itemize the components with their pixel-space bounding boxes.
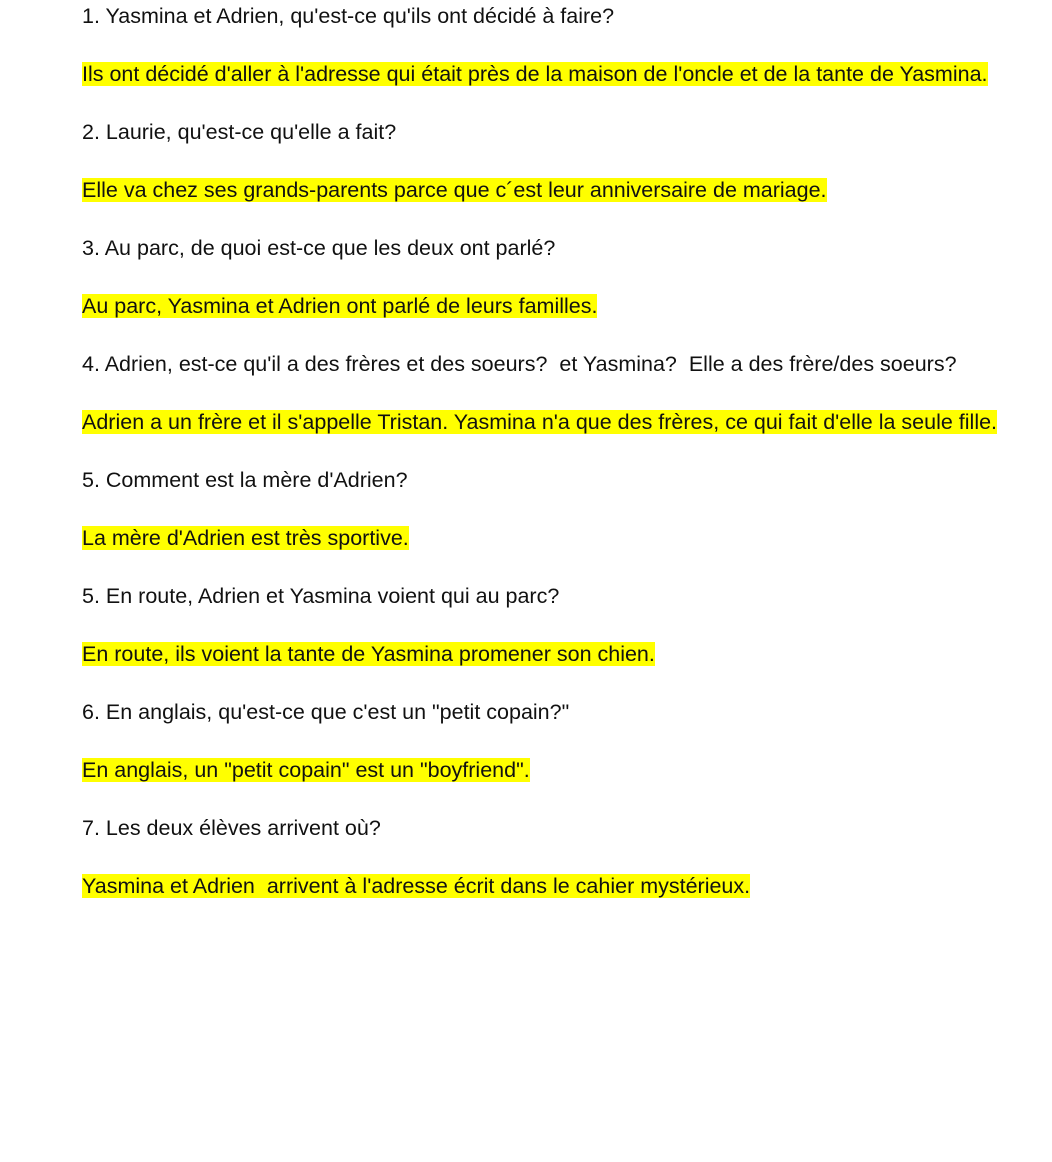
question-5: 5. Comment est la mère d'Adrien? [82,468,408,492]
answer-3 [82,290,1032,323]
answer-3-text: Au parc, Yasmina et Adrien ont parlé de leurs familles. [82,294,598,318]
answer-6 [82,638,1032,671]
answer-8 [82,870,1032,903]
answer-7-text: En anglais, un "petit copain" est un "boyfriend". [82,758,530,782]
answer-5 [82,522,1032,555]
answer-5-text: La mère d'Adrien est très sportive. [82,526,409,550]
answer-1 [82,58,1032,91]
answer-4 [82,406,1032,439]
answer-7 [82,754,1032,787]
document-page [82,0,1032,903]
answer-4-text: Adrien a un frère et il s'appelle Tristan. Yasmina n'a que des frères, ce qui fait d'elle la seule fille. [82,410,998,434]
answer-8-text: Yasmina et Adrien arrivent à l'adresse écrit dans le cahier mystérieux. [82,874,751,898]
question-2: 2. Laurie, qu'est-ce qu'elle a fait? [82,120,397,144]
answer-6-text: En route, ils voient la tante de Yasmina promener son chien. [82,642,655,666]
answer-1-text: Ils ont décidé d'aller à l'adresse qui était près de la maison de l'oncle et de la tante de Yasmina. [82,62,988,86]
question-7: 6. En anglais, qu'est-ce que c'est un "petit copain?" [82,700,570,724]
question-1: 1. Yasmina et Adrien, qu'est-ce qu'ils ont décidé à faire? [82,4,615,28]
question-6: 5. En route, Adrien et Yasmina voient qui au parc? [82,584,560,608]
answer-2 [82,174,1032,207]
answer-2-text: Elle va chez ses grands-parents parce que c´est leur anniversaire de mariage. [82,178,827,202]
question-8: 7. Les deux élèves arrivent où? [82,816,381,840]
question-3: 3. Au parc, de quoi est-ce que les deux ont parlé? [82,236,556,260]
question-4: 4. Adrien, est-ce qu'il a des frères et des soeurs? et Yasmina? Elle a des frère/des soeurs? [82,352,957,376]
